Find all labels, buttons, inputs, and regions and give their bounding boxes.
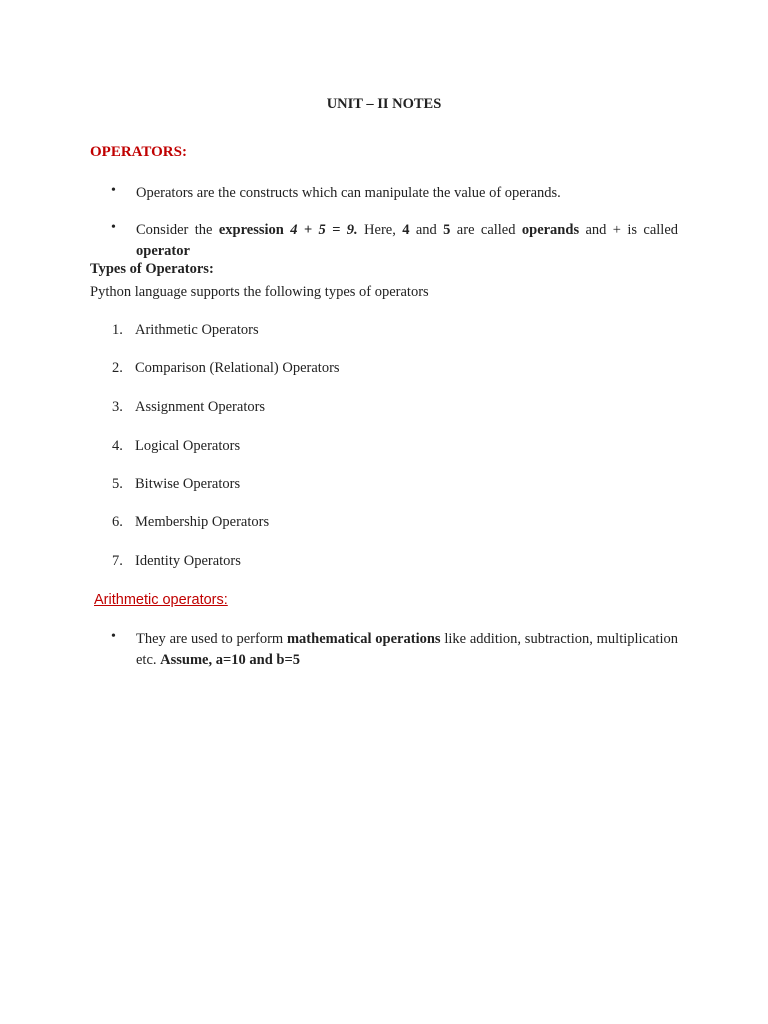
bullet-text: Operators are the constructs which can manipulate the value of operands. xyxy=(136,185,561,201)
text-run-bold: expression xyxy=(218,222,284,238)
list-item xyxy=(112,438,512,455)
list-number: 6. xyxy=(112,514,123,530)
text-run: Consider the xyxy=(136,222,219,238)
bullet-marker: • xyxy=(111,629,116,644)
operators-heading: OPERATORS: xyxy=(90,144,187,160)
text-run: like addition, subtraction, multiplication etc. xyxy=(136,631,678,668)
list-item xyxy=(112,360,512,377)
text-run: Here, xyxy=(357,222,403,238)
expression-text: 4 + 5 = 9. xyxy=(290,222,358,238)
list-item xyxy=(112,514,512,531)
bullet-marker: • xyxy=(111,220,116,235)
list-label: Comparison (Relational) Operators xyxy=(135,360,340,376)
text-run-bold: operator xyxy=(136,243,190,259)
list-label: Logical Operators xyxy=(135,438,241,454)
bullet-text xyxy=(136,629,678,671)
list-number: 1. xyxy=(112,322,123,338)
text-run-bold: Assume, a=10 and b=5 xyxy=(160,652,300,668)
list-number: 7. xyxy=(112,553,123,569)
text-run: They are used to perform xyxy=(136,631,287,647)
page-title: UNIT – II NOTES xyxy=(326,96,442,112)
list-label: Membership Operators xyxy=(135,514,270,530)
list-item xyxy=(112,476,512,493)
bullet-text xyxy=(136,220,678,262)
list-item xyxy=(112,553,512,570)
types-heading: Types of Operators: xyxy=(90,261,214,277)
text-run-bold: 5 xyxy=(443,222,451,238)
list-item xyxy=(112,399,512,416)
list-number: 5. xyxy=(112,476,123,492)
arithmetic-heading: Arithmetic operators: xyxy=(94,592,228,608)
text-run: are called xyxy=(450,222,522,238)
text-run-bold: operands xyxy=(521,222,580,238)
list-item xyxy=(112,322,512,339)
types-intro: Python language supports the following types of operators xyxy=(90,284,429,300)
text-run: and xyxy=(409,222,444,238)
list-number: 4. xyxy=(112,438,123,454)
text-run-bold: mathematical operations xyxy=(286,631,441,647)
text-run: and + is called xyxy=(579,222,679,238)
list-number: 3. xyxy=(112,399,123,415)
list-label: Arithmetic Operators xyxy=(135,322,259,338)
list-number: 2. xyxy=(112,360,123,376)
list-label: Assignment Operators xyxy=(135,399,266,415)
text-run-bold: 4 xyxy=(402,222,410,238)
list-label: Identity Operators xyxy=(135,553,241,569)
list-label: Bitwise Operators xyxy=(135,476,241,492)
bullet-marker: • xyxy=(111,183,116,198)
